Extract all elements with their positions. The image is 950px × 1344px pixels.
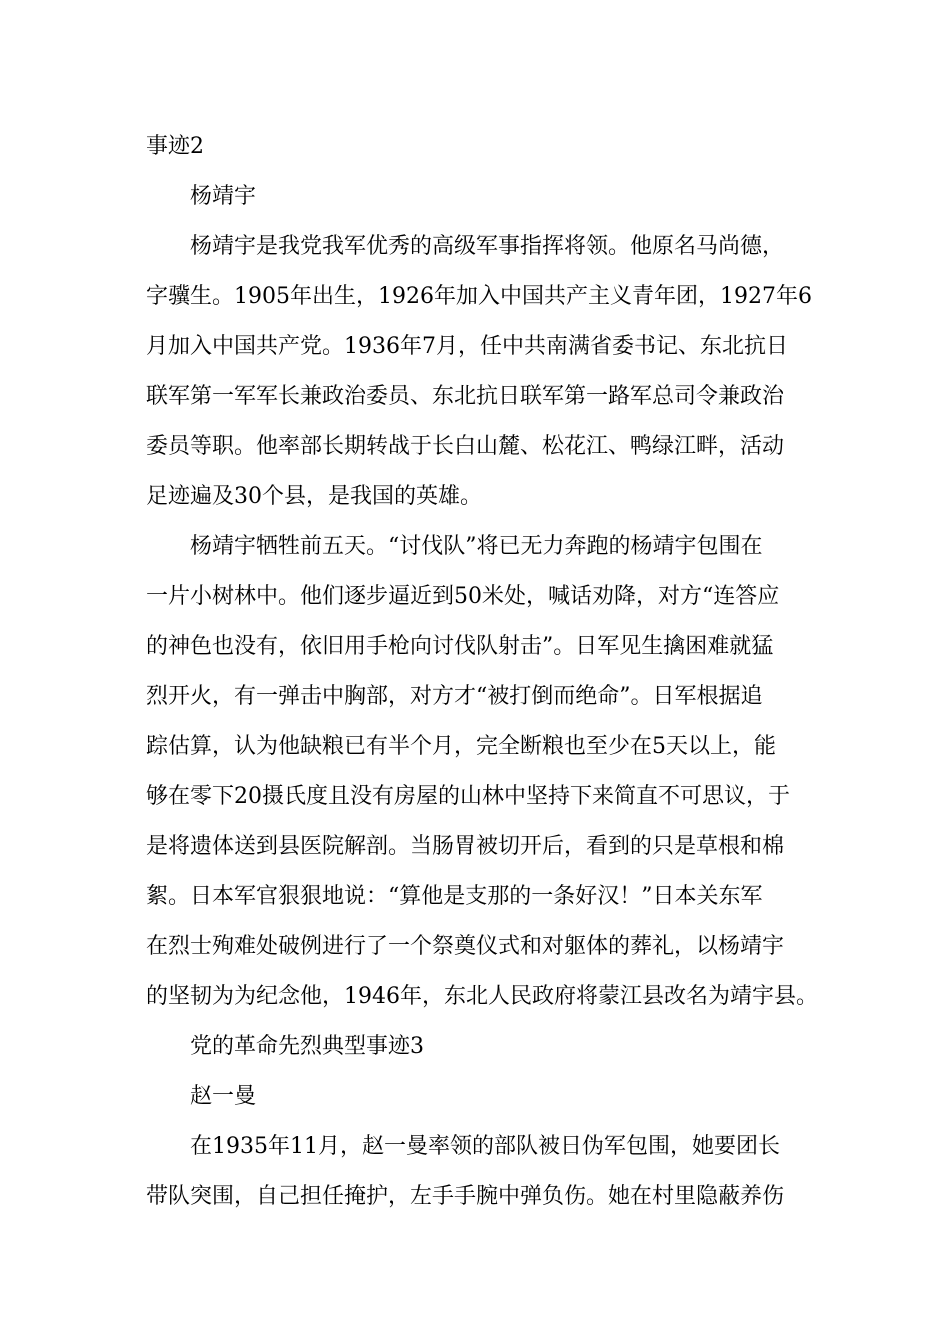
text-line: 一片小树林中。他们逐步逼近到50米处，喊话劝降，对方“连答应 bbox=[146, 584, 780, 609]
text-line: 带队突围，自己担任掩护，左手手腕中弹负伤。她在村里隐蔽养伤 bbox=[146, 1184, 785, 1209]
text-line: 字骥生。1905年出生，1926年加入中国共产主义青年团，1927年6 bbox=[146, 284, 812, 309]
text-line: 踪估算，认为他缺粮已有半个月，完全断粮也至少在5天以上，能 bbox=[146, 734, 776, 759]
text-line: 在1935年11月，赵一曼率领的部队被日伪军包围，她要团长 bbox=[190, 1134, 780, 1159]
text-line: 的神色也没有，依旧用手枪向讨伐队射击”。日军见生擒困难就猛 bbox=[146, 634, 774, 659]
text-line: 烈开火，有一弹击中胸部，对方才“被打倒而绝命”。日军根据追 bbox=[146, 684, 763, 709]
text-line: 杨靖宇牺牲前五天。“讨伐队”将已无力奔跑的杨靖宇包围在 bbox=[190, 534, 763, 559]
text-line: 事迹2 bbox=[146, 134, 204, 159]
text-line: 絮。日本军官狠狠地说：“算他是支那的一条好汉！”日本关东军 bbox=[146, 884, 763, 909]
text-line: 在烈士殉难处破例进行了一个祭奠仪式和对躯体的葬礼，以杨靖宇 bbox=[146, 934, 785, 959]
text-line: 够在零下20摄氏度且没有房屋的山林中坚持下来简直不可思议，于 bbox=[146, 784, 790, 809]
text-line: 杨靖宇 bbox=[190, 184, 257, 209]
text-line: 联军第一军军长兼政治委员、东北抗日联军第一路军总司令兼政治 bbox=[146, 384, 785, 409]
text-line: 的坚韧为为纪念他，1946年，东北人民政府将蒙江县改名为靖宇县。 bbox=[146, 984, 818, 1009]
text-line: 月加入中国共产党。1936年7月，任中共南满省委书记、东北抗日 bbox=[146, 334, 788, 359]
text-line: 足迹遍及30个县，是我国的英雄。 bbox=[146, 484, 482, 509]
text-line: 是将遗体送到县医院解剖。当肠胃被切开后，看到的只是草根和棉 bbox=[146, 834, 785, 859]
text-line: 委员等职。他率部长期转战于长白山麓、松花江、鸭绿江畔，活动 bbox=[146, 434, 785, 459]
text-line: 杨靖宇是我党我军优秀的高级军事指挥将领。他原名马尚德， bbox=[190, 234, 785, 259]
document-body bbox=[146, 122, 818, 1222]
text-line: 党的革命先烈典型事迹3 bbox=[190, 1034, 424, 1059]
text-line: 赵一曼 bbox=[190, 1084, 257, 1109]
